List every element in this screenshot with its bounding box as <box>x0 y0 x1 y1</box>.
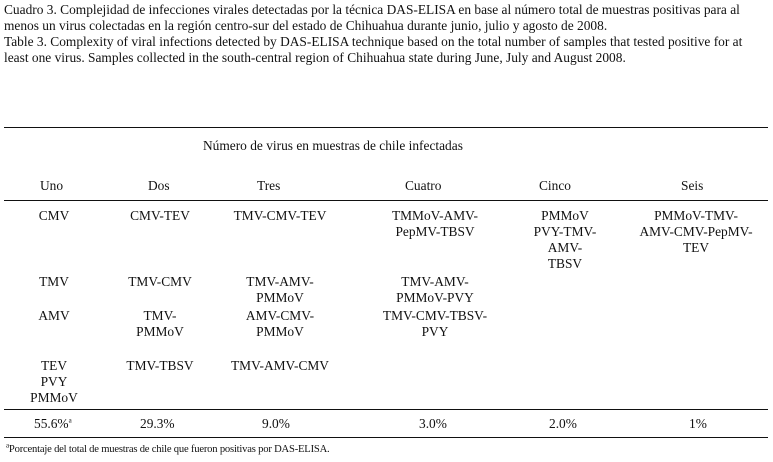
header-rule <box>4 200 768 201</box>
top-rule <box>4 127 768 128</box>
total-percent-uno: 55.6%$^a$ <box>34 416 72 431</box>
table-title: Número de virus en muestras de chile infectadas <box>203 138 463 153</box>
table-cell: AMV-CMV- PMMoV <box>245 308 315 339</box>
table-cell: TMMoV-AMV- PepMV-TBSV <box>391 208 479 239</box>
totals-rule <box>4 409 768 410</box>
table-cell: TMV-CMV <box>128 274 192 289</box>
column-header-tres: Tres <box>257 178 281 193</box>
column-header-dos: Dos <box>148 178 170 193</box>
caption-spanish: Cuadro 3. Complejidad de infecciones virales detectadas por la técnica DAS-ELISA en base al número total de muestras positivas para al menos un virus colectadas en la región centro-sur del estado de Chihuahua durante junio, julio y agosto de 2008. <box>4 2 740 33</box>
table-cell: PMMoV-TMV- AMV-CMV-PepMV- TEV <box>639 208 753 255</box>
caption-english: Table 3. Complexity of viral infections detected by DAS-ELISA technique based on the total number of samples that tested positive for at least one virus. Samples collected in the south-central region of Chihuahua state during June, July and August 2008. <box>4 34 743 65</box>
total-percent-seis: 1% <box>689 416 707 431</box>
column-header-seis: Seis <box>681 178 704 193</box>
table-cell: PMMoV PVY-TMV- AMV- TBSV <box>533 208 597 271</box>
total-percent-cuatro: 3.0% <box>419 416 447 431</box>
table-cell: TMV-AMV- PMMoV <box>246 274 314 305</box>
table-cell: CMV <box>38 208 70 223</box>
total-percent-dos: 29.3% <box>140 416 175 431</box>
bottom-rule <box>4 437 768 438</box>
table-cell: TMV <box>39 274 69 289</box>
total-percent-cinco: 2.0% <box>549 416 577 431</box>
table-cell: TMV-AMV- PMMoV-PVY <box>396 274 474 305</box>
column-header-uno: Uno <box>40 178 64 193</box>
column-header-cinco: Cinco <box>539 178 571 193</box>
table-cell: TMV-TBSV <box>126 358 194 373</box>
table-cell: TMV-AMV-CMV <box>231 358 329 373</box>
table-cell: TMV-CMV-TEV <box>233 208 327 223</box>
table-caption <box>4 2 770 66</box>
table-cell: AMV <box>38 308 70 323</box>
table-footnote: $^a$Porcentaje del total de muestras de chile que fueron positivas por DAS-ELISA. <box>6 441 330 455</box>
column-header-cuatro: Cuatro <box>405 178 442 193</box>
table-cell: TMV- PMMoV <box>136 308 184 339</box>
table-cell: CMV-TEV <box>130 208 190 223</box>
table-cell: TMV-CMV-TBSV- PVY <box>382 308 488 339</box>
table-cell: TEV PVY PMMoV <box>30 358 78 405</box>
total-percent-tres: 9.0% <box>262 416 290 431</box>
